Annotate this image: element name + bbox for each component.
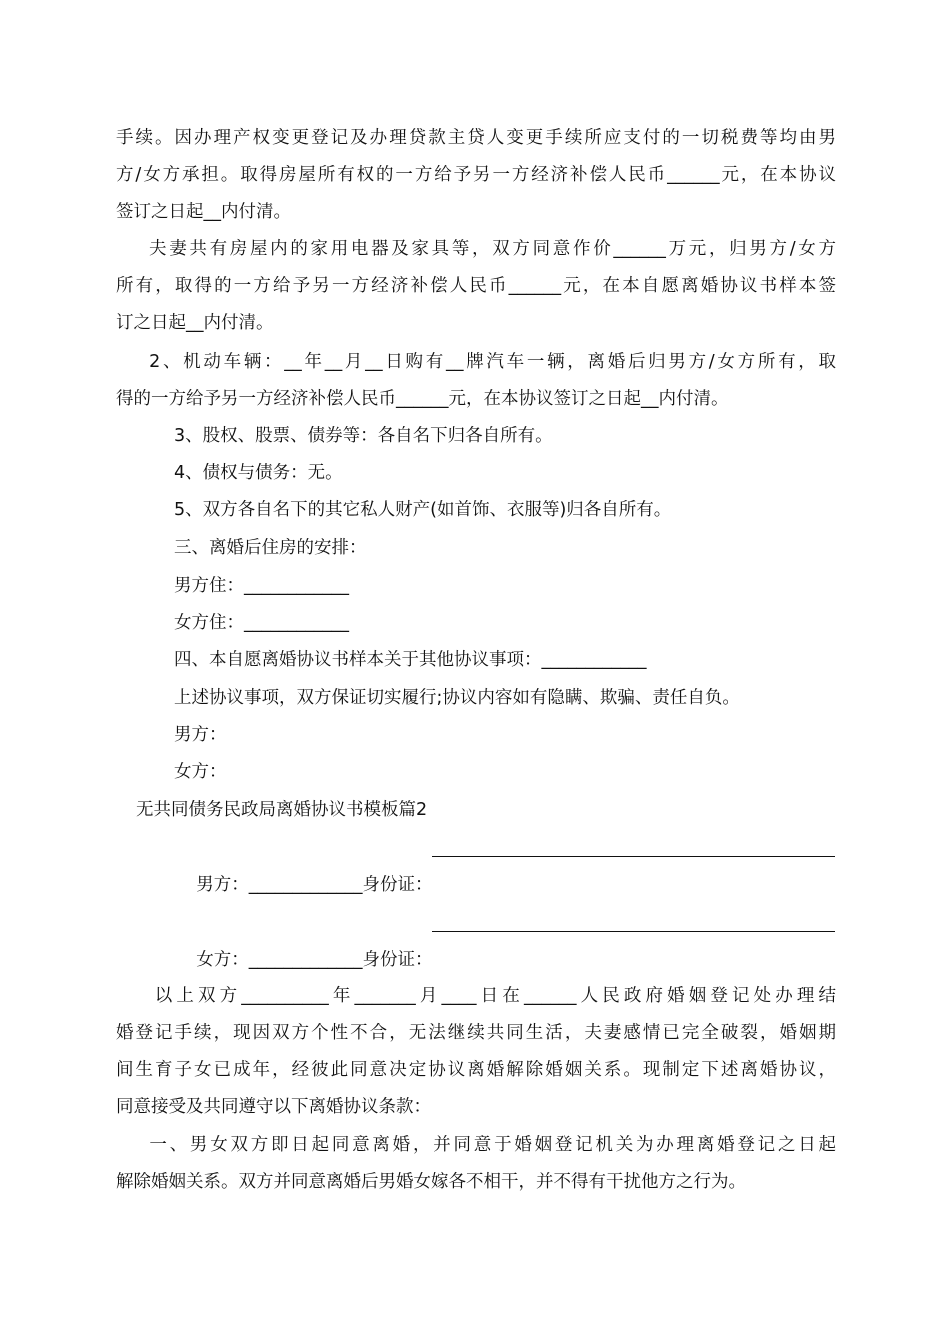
- paragraph-vehicle: [116, 344, 836, 418]
- paragraph-clause-one: [116, 1127, 836, 1201]
- paragraph-parties: [116, 978, 836, 1126]
- text-line: 婚登记手续，现因双方个性不合，无法继续共同生活，夫妻感情已完全破裂，婚姻期: [116, 1023, 836, 1043]
- male-label: 男方：: [196, 875, 249, 895]
- section-other-matters: 四、本自愿离婚协议书样本关于其他协议事项：____________: [174, 650, 647, 670]
- text-line: 得的一方给予另一方经济补偿人民币______元，在本协议签订之日起__内付清。: [116, 389, 729, 409]
- guarantee-statement: 上述协议事项，双方保证切实履行;协议内容如有隐瞒、欺骗、责任自负。: [174, 688, 740, 708]
- text-line: 所有，取得的一方给予另一方经济补偿人民币______元，在本自愿离婚协议书样本签: [116, 276, 836, 296]
- item-private-property: 5、双方各自名下的其它私人财产(如首饰、衣服等)归各自所有。: [174, 500, 672, 520]
- text-line: 2、机动车辆：__年__月__日购有__牌汽车一辆，离婚后归男方/女方所有，取: [116, 352, 836, 372]
- female-label: 女方：: [196, 950, 249, 970]
- text-line: 间生育子女已成年，经彼此同意决定协议离婚解除婚姻关系。现制定下述离婚协议，: [116, 1060, 836, 1080]
- text-line: 解除婚姻关系。双方并同意离婚后男婚女嫁各不相干，并不得有干扰他方之行为。: [116, 1172, 746, 1192]
- male-id-blank-line: [432, 856, 835, 857]
- female-name-blank: _____________: [248, 950, 363, 970]
- paragraph-appliances: [116, 231, 836, 342]
- text-line: 夫妻共有房屋内的家用电器及家具等，双方同意作价______万元，归男方/女方: [116, 239, 836, 259]
- female-id-blank-line: [432, 931, 835, 932]
- text-line: 签订之日起__内付清。: [116, 202, 291, 222]
- text-line: 同意接受及共同遵守以下离婚协议条款：: [116, 1097, 431, 1117]
- text-line: 手续。因办理产权变更登记及办理贷款主贷人变更手续所应支付的一切税费等均由男: [116, 128, 836, 148]
- item-debts: 4、债权与债务：无。: [174, 463, 343, 483]
- section-title: 无共同债务民政局离婚协议书模板篇2: [136, 800, 428, 820]
- male-residence: 男方住：____________: [174, 576, 349, 596]
- male-name-blank: _____________: [248, 875, 363, 895]
- text-line: 以上双方__________年_______月____日在______人民政府婚姻登记处办理结: [116, 986, 836, 1006]
- section-housing: 三、离婚后住房的安排：: [174, 538, 367, 558]
- text-line: 订之日起__内付清。: [116, 313, 274, 333]
- female-residence: 女方住：____________: [174, 613, 349, 633]
- item-equity: 3、股权、股票、债券等：各自名下归各自所有。: [174, 426, 553, 446]
- paragraph-property-fees: [116, 120, 836, 231]
- text-line: 方/女方承担。取得房屋所有权的一方给予另一方经济补偿人民币______元，在本协议: [116, 165, 836, 185]
- id-label: 身份证：: [362, 875, 433, 895]
- id-label: 身份证：: [362, 950, 433, 970]
- female-signature-label: 女方：: [174, 762, 227, 782]
- male-signature-label: 男方：: [174, 725, 227, 745]
- text-line: 一、男女双方即日起同意离婚，并同意于婚姻登记机关为办理离婚登记之日起: [116, 1135, 836, 1155]
